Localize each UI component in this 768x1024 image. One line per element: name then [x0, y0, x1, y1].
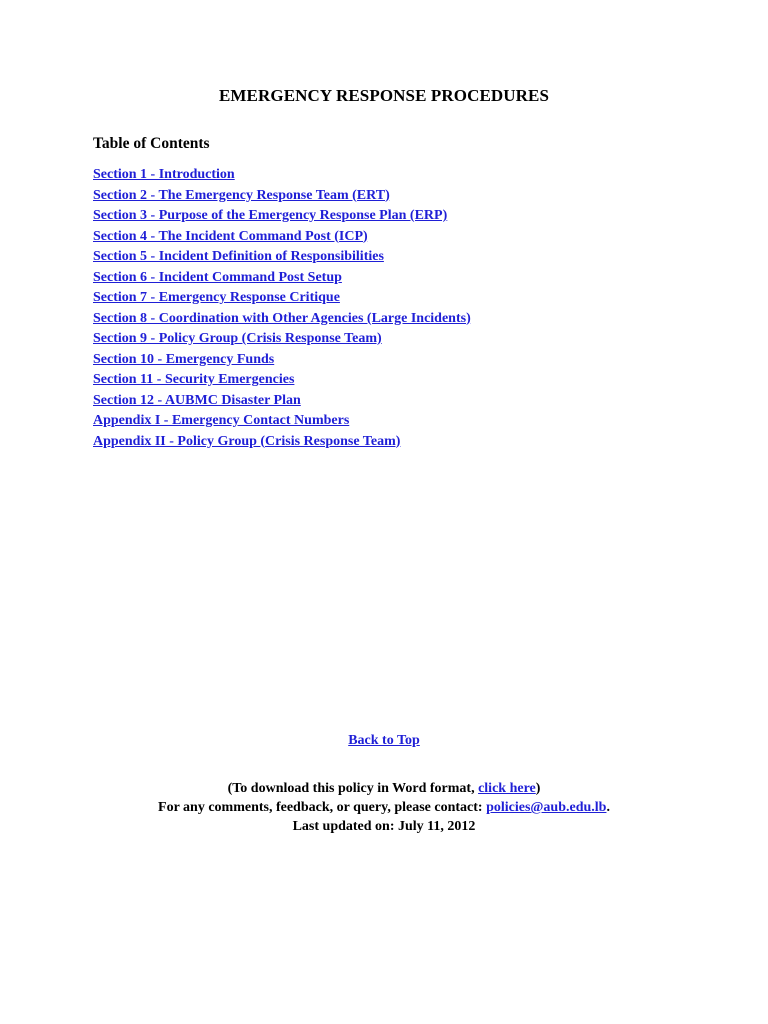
download-line: [0, 779, 768, 798]
toc-item: [93, 432, 471, 453]
toc-item: [93, 411, 471, 432]
download-word-link[interactable]: click here: [478, 781, 536, 796]
last-updated: Last updated on: July 11, 2012: [292, 819, 476, 834]
toc-link-section-5[interactable]: Section 5 - Incident Definition of Responsibilities: [93, 249, 384, 264]
toc-item: [93, 309, 471, 330]
toc-item: [93, 206, 471, 227]
toc-item: [93, 370, 471, 391]
toc-link-section-12[interactable]: Section 12 - AUBMC Disaster Plan: [93, 392, 301, 408]
back-to-top-link[interactable]: Back to Top: [348, 733, 420, 748]
contact-email-link[interactable]: policies@aub.edu.lb: [486, 800, 607, 815]
toc-link-appendix-2[interactable]: Appendix II - Policy Group (Crisis Response Team): [93, 433, 401, 449]
contact-suffix: .: [606, 800, 610, 815]
toc-link-section-3[interactable]: Section 3 - Purpose of the Emergency Response Plan (ERP): [93, 208, 448, 223]
toc-link-section-8[interactable]: Section 8 - Coordination with Other Agencies (Large Incidents): [93, 310, 471, 326]
toc-item: [93, 227, 471, 248]
toc-item: [93, 288, 471, 309]
toc-link-section-7[interactable]: Section 7 - Emergency Response Critique: [93, 290, 340, 305]
toc-link-section-6[interactable]: Section 6 - Incident Command Post Setup: [93, 269, 342, 285]
contact-line: [0, 798, 768, 817]
toc-item: [93, 350, 471, 371]
toc-link-section-11[interactable]: Section 11 - Security Emergencies: [93, 372, 295, 387]
toc-item: [93, 391, 471, 412]
toc-item: [93, 165, 471, 186]
toc-link-section-9[interactable]: Section 9 - Policy Group (Crisis Response Team): [93, 331, 382, 346]
download-suffix: ): [535, 781, 541, 796]
toc-link-section-1[interactable]: Section 1 - Introduction: [93, 167, 235, 182]
toc-link-section-4[interactable]: Section 4 - The Incident Command Post (ICP): [93, 228, 368, 244]
toc-item: [93, 186, 471, 207]
toc-link-section-2[interactable]: Section 2 - The Emergency Response Team (ERT): [93, 187, 390, 203]
contact-prefix: For any comments, feedback, or query, please contact:: [158, 800, 487, 815]
toc-item: [93, 268, 471, 289]
toc-list: [93, 165, 471, 452]
toc-item: [93, 247, 471, 268]
toc-heading: Table of Contents: [93, 135, 210, 152]
toc-item: [93, 329, 471, 350]
back-to-top-container: [0, 733, 768, 749]
footer: [0, 779, 768, 836]
document-title: EMERGENCY RESPONSE PROCEDURES: [218, 86, 550, 105]
download-prefix: (To download this policy in Word format,: [227, 781, 479, 796]
toc-link-section-10[interactable]: Section 10 - Emergency Funds: [93, 351, 275, 367]
toc-link-appendix-1[interactable]: Appendix I - Emergency Contact Numbers: [93, 413, 350, 428]
